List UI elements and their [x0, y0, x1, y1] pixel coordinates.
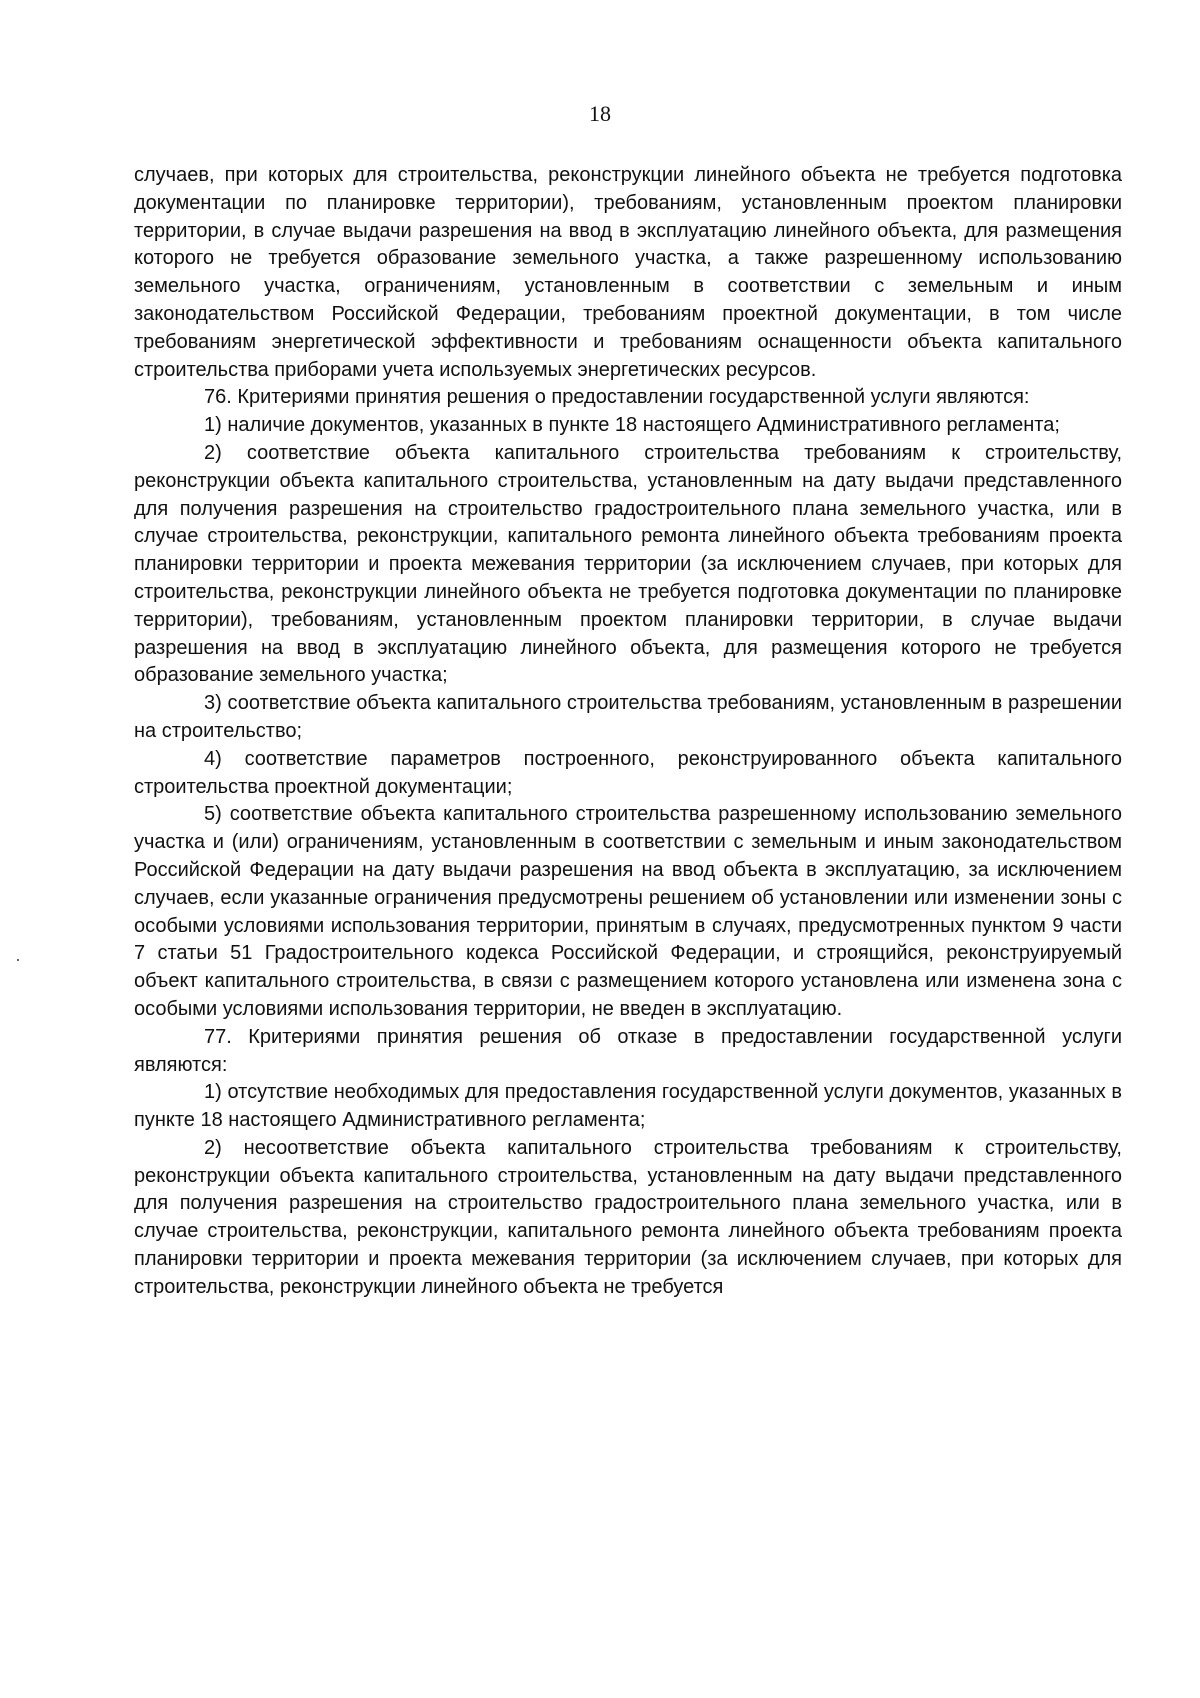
paragraph-76-item-3: 3) соответствие объекта капитального строительства требованиям, установленным в разрешении на строительство;	[134, 692, 1122, 742]
page-number: 18	[589, 101, 611, 126]
paragraph-76-item-1: 1) наличие документов, указанных в пункте 18 настоящего Административного регламента;	[204, 414, 1060, 437]
paragraph-76-item-2: 2) соответствие объекта капитального строительства требованиям к строительству, реконструкции объекта капитального строительства, установленным на дату выдачи представленного для получения разрешения на строительство градостроительного плана земельного участка, или в случае строительства, реконструкции, капитального ремонта линейного объекта требованиям проекта планировки территории и проекта межевания территории (за исключением случаев, при которых для строительства, реконструкции линейного объекта не требуется подготовка документации по планировке территории), требованиям, установленным проектом планировки территории, в случае выдачи разрешения на ввод в эксплуатацию линейного объекта, для размещения которого не требуется образование земельного участка;	[134, 441, 1122, 687]
paragraph-77-item-2: 2) несоответствие объекта капитального строительства требованиям к строительству, реконструкции объекта капитального строительства, установленным на дату выдачи представленного для получения разрешения на строительство градостроительного плана земельного участка, или в случае строительства, реконструкции, капитального ремонта линейного объекта требованиям проекта планировки территории и проекта межевания территории (за исключением случаев, при которых для строительства, реконструкции линейного объекта не требуется	[134, 1136, 1122, 1298]
document-body	[134, 162, 1122, 1302]
paragraph-76-item-5: 5) соответствие объекта капитального строительства разрешенному использованию земельного участка и (или) ограничениям, установленным в соответствии с земельным и иным законодательством Российской Федерации на дату выдачи разрешения на ввод объекта в эксплуатацию, за исключением случаев, если указанные ограничения предусмотрены решением об установлении или изменении зоны с особыми условиями использования территории, принятым в случаях, предусмотренных пунктом 9 части 7 статьи 51 Градостроительного кодекса Российской Федерации, и строящийся, реконструируемый объект капитального строительства, в связи с размещением которого установлена или изменена зона с особыми условиями использования территории, не введен в эксплуатацию.	[134, 803, 1122, 1020]
paragraph-77-heading: 77. Критериями принятия решения об отказе в предоставлении государственной услуги являются:	[134, 1025, 1122, 1076]
paragraph-76-heading: 76. Критериями принятия решения о предоставлении государственной услуги являются:	[204, 386, 1030, 409]
paragraph-76-item-4: 4) соответствие параметров построенного, реконструированного объекта капитального строительства проектной документации;	[134, 747, 1122, 798]
paragraph-77-item-1: 1) отсутствие необходимых для предоставления государственной услуги документов, указанных в пункте 18 настоящего Административного регламента;	[134, 1081, 1122, 1132]
scan-artifact-dot	[17, 959, 19, 961]
paragraph-continuation: случаев, при которых для строительства, реконструкции линейного объекта не требуется подготовка документации по планировке территории), требованиям, установленным проектом планировки территории, в случае выдачи разрешения на ввод в эксплуатацию линейного объекта, для размещения которого не требуется образование земельного участка, а также разрешенному использованию земельного участка, ограничениям, установленным в соответствии с земельным и иным законодательством Российской Федерации, требованиям проектной документации, в том числе требованиям энергетической эффективности и требованиям оснащенности объекта капитального строительства приборами учета используемых энергетических ресурсов.	[134, 164, 1122, 381]
